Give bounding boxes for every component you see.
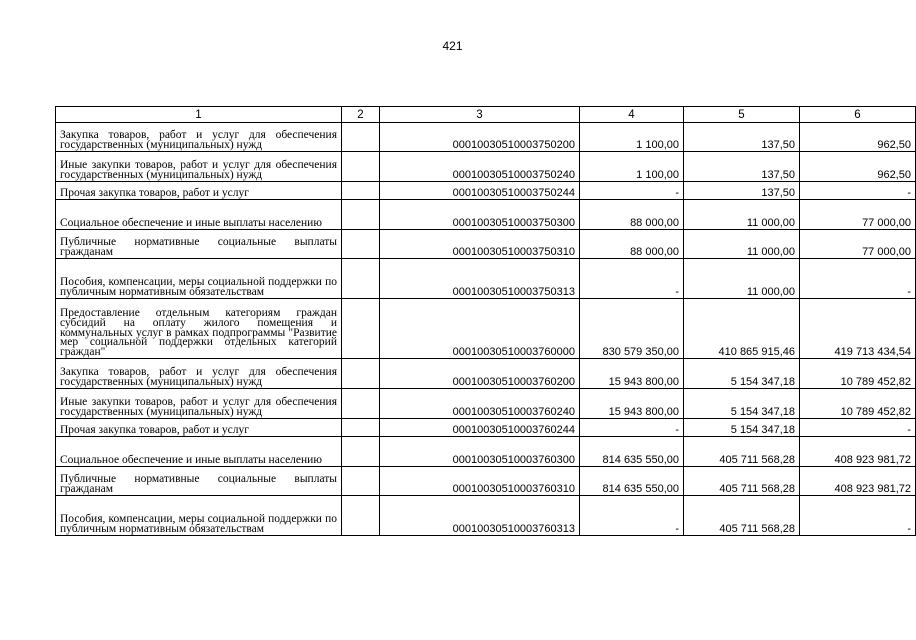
row-value-5: 11 000,00	[684, 200, 800, 230]
row-value-6: -	[800, 496, 916, 536]
row-name: Прочая закупка товаров, работ и услуг	[56, 182, 342, 200]
table-row	[56, 496, 916, 536]
row-code: 00010030510003760313	[380, 496, 580, 536]
table-row	[56, 259, 916, 299]
table-row	[56, 389, 916, 419]
row-value-5: 405 711 568,28	[684, 496, 800, 536]
table-row	[56, 230, 916, 259]
row-value-5: 5 154 347,18	[684, 389, 800, 419]
row-value-4: 88 000,00	[580, 230, 684, 259]
row-value-6: 77 000,00	[800, 230, 916, 259]
row-value-6: -	[800, 182, 916, 200]
column-header-4: 4	[580, 107, 684, 123]
table-row	[56, 359, 916, 389]
row-value-6: 10 789 452,82	[800, 359, 916, 389]
row-code: 00010030510003750313	[380, 259, 580, 299]
row-col2	[342, 230, 380, 259]
row-col2	[342, 182, 380, 200]
row-value-6: -	[800, 259, 916, 299]
column-header-3: 3	[380, 107, 580, 123]
row-code: 00010030510003760240	[380, 389, 580, 419]
row-value-5: 137,50	[684, 123, 800, 152]
row-value-5: 405 711 568,28	[684, 467, 800, 496]
row-col2	[342, 389, 380, 419]
table-row	[56, 299, 916, 359]
row-code: 00010030510003760310	[380, 467, 580, 496]
table-row	[56, 467, 916, 496]
column-header-2: 2	[342, 107, 380, 123]
row-code: 00010030510003760300	[380, 437, 580, 467]
row-name: Предоставление отдельным категориям граждан субсидий на оплату жилого помещения и коммунальных услуг в рамках подпрограммы "Развитие мер социальной поддержки отдельных категорий граждан"	[56, 299, 342, 359]
row-value-4: 1 100,00	[580, 123, 684, 152]
row-name: Иные закупки товаров, работ и услуг для обеспечения государственных (муниципальных) нужд	[56, 152, 342, 182]
row-value-5: 5 154 347,18	[684, 419, 800, 437]
row-name: Прочая закупка товаров, работ и услуг	[56, 419, 342, 437]
row-code: 00010030510003750200	[380, 123, 580, 152]
row-name: Социальное обеспечение и иные выплаты населению	[56, 437, 342, 467]
table-row	[56, 437, 916, 467]
row-name: Социальное обеспечение и иные выплаты населению	[56, 200, 342, 230]
row-value-6: 962,50	[800, 152, 916, 182]
row-name: Пособия, компенсации, меры социальной поддержки по публичным нормативным обязательствам	[56, 496, 342, 536]
row-value-4: 1 100,00	[580, 152, 684, 182]
row-code: 00010030510003750244	[380, 182, 580, 200]
row-value-6: 962,50	[800, 123, 916, 152]
row-value-6: -	[800, 419, 916, 437]
row-value-4: 15 943 800,00	[580, 389, 684, 419]
row-value-5: 137,50	[684, 182, 800, 200]
row-code: 00010030510003760244	[380, 419, 580, 437]
row-col2	[342, 259, 380, 299]
row-value-6: 408 923 981,72	[800, 467, 916, 496]
row-value-4: -	[580, 259, 684, 299]
row-col2	[342, 437, 380, 467]
row-name: Закупка товаров, работ и услуг для обеспечения государственных (муниципальных) нужд	[56, 359, 342, 389]
page-number: 421	[442, 39, 463, 53]
row-value-5: 11 000,00	[684, 230, 800, 259]
row-value-4: -	[580, 182, 684, 200]
row-value-4: -	[580, 419, 684, 437]
row-code: 00010030510003750240	[380, 152, 580, 182]
row-value-6: 408 923 981,72	[800, 437, 916, 467]
table-row	[56, 123, 916, 152]
row-name: Иные закупки товаров, работ и услуг для обеспечения государственных (муниципальных) нужд	[56, 389, 342, 419]
row-col2	[342, 123, 380, 152]
row-value-5: 405 711 568,28	[684, 437, 800, 467]
budget-table	[55, 106, 916, 536]
column-header-6: 6	[800, 107, 916, 123]
header-row	[56, 107, 916, 123]
row-value-6: 419 713 434,54	[800, 299, 916, 359]
row-value-6: 10 789 452,82	[800, 389, 916, 419]
column-header-5: 5	[684, 107, 800, 123]
row-value-5: 410 865 915,46	[684, 299, 800, 359]
table-row	[56, 152, 916, 182]
row-col2	[342, 359, 380, 389]
row-value-4: 814 635 550,00	[580, 467, 684, 496]
column-header-1: 1	[56, 107, 342, 123]
row-col2	[342, 496, 380, 536]
row-value-4: 15 943 800,00	[580, 359, 684, 389]
row-col2	[342, 299, 380, 359]
table-row	[56, 182, 916, 200]
row-col2	[342, 200, 380, 230]
row-value-5: 137,50	[684, 152, 800, 182]
row-value-4: 830 579 350,00	[580, 299, 684, 359]
row-value-6: 77 000,00	[800, 200, 916, 230]
row-name: Публичные нормативные социальные выплаты гражданам	[56, 467, 342, 496]
row-value-4: -	[580, 496, 684, 536]
row-value-5: 11 000,00	[684, 259, 800, 299]
table-row	[56, 419, 916, 437]
row-code: 00010030510003750310	[380, 230, 580, 259]
row-value-5: 5 154 347,18	[684, 359, 800, 389]
row-col2	[342, 152, 380, 182]
row-value-4: 88 000,00	[580, 200, 684, 230]
row-name: Пособия, компенсации, меры социальной поддержки по публичным нормативным обязательствам	[56, 259, 342, 299]
row-code: 00010030510003750300	[380, 200, 580, 230]
table-row	[56, 200, 916, 230]
row-code: 00010030510003760200	[380, 359, 580, 389]
row-col2	[342, 419, 380, 437]
row-name: Публичные нормативные социальные выплаты гражданам	[56, 230, 342, 259]
row-code: 00010030510003760000	[380, 299, 580, 359]
row-col2	[342, 467, 380, 496]
row-value-4: 814 635 550,00	[580, 437, 684, 467]
row-name: Закупка товаров, работ и услуг для обеспечения государственных (муниципальных) нужд	[56, 123, 342, 152]
